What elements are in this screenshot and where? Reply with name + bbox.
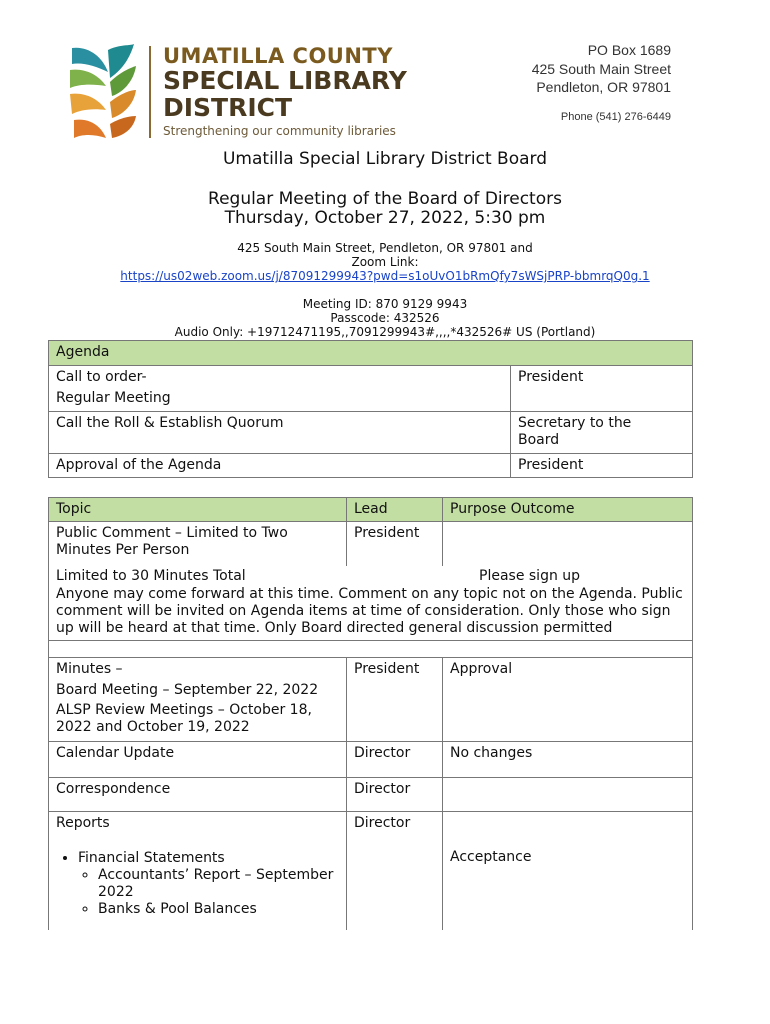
board-title: Umatilla Special Library District Board	[222, 149, 547, 169]
correspondence-lead: Director	[347, 778, 443, 812]
calendar-lead: Director	[347, 742, 443, 778]
correspondence-purpose	[443, 778, 693, 812]
reports-sublist	[78, 867, 339, 918]
agenda-row	[49, 412, 693, 454]
calendar-purpose: No changes	[443, 742, 693, 778]
table-row	[49, 778, 693, 812]
logo-line-1: UMATILLA COUNTY	[163, 44, 393, 68]
agenda-lead-line1: Secretary to the	[518, 415, 632, 431]
agenda-item	[49, 366, 511, 412]
list-item: ◦ Accountants’ Report – September 2022	[98, 867, 339, 901]
minutes-purpose: Approval	[443, 658, 693, 742]
reports-topic	[49, 812, 347, 931]
public-comment-lead: President	[347, 522, 443, 567]
passcode: Passcode: 432526	[330, 311, 440, 325]
list-item	[78, 850, 339, 918]
reports-title: Reports	[56, 815, 110, 831]
zoom-link[interactable]: https://us02web.zoom.us/j/87091299943?pwd=s1oUvO1bRmQfy7sWSjPRP-bbmrqQ0g.1	[120, 269, 650, 283]
location-line: 425 South Main Street, Pendleton, OR 97801 and	[237, 241, 533, 255]
address-phone: Phone (541) 276-6449	[560, 111, 671, 123]
table-row	[49, 522, 693, 567]
agenda-lead: President	[511, 366, 693, 412]
public-comment-details	[49, 566, 693, 641]
zoom-link-row	[0, 269, 770, 283]
address-city: Pendleton, OR 97801	[536, 79, 671, 95]
meeting-title: Regular Meeting of the Board of Directors	[208, 189, 562, 209]
spacer-row	[49, 641, 693, 658]
agenda-item: Call the Roll & Establish Quorum	[49, 412, 511, 454]
purpose-header: Purpose Outcome	[443, 498, 693, 522]
agenda-row	[49, 454, 693, 478]
minutes-topic	[49, 658, 347, 742]
address-po-box: PO Box 1689	[587, 42, 671, 58]
reports-list	[56, 850, 339, 918]
table-row	[49, 566, 693, 641]
topic-header: Topic	[49, 498, 347, 522]
logo-divider	[149, 46, 151, 138]
minutes-title: Minutes –	[56, 661, 123, 677]
agenda-header: Agenda	[49, 341, 693, 366]
topics-header-row	[49, 498, 693, 522]
meeting-date: Thursday, October 27, 2022, 5:30 pm	[224, 208, 546, 228]
table-row	[49, 658, 693, 742]
calendar-topic: Calendar Update	[49, 742, 347, 778]
public-comment-topic: Public Comment – Limited to Two Minutes Per Person	[49, 522, 347, 567]
agenda-lead-line2: Board	[518, 432, 560, 448]
minutes-alsp-review: ALSP Review Meetings – October 18, 2022 and October 19, 2022	[56, 702, 312, 735]
agenda-lead	[511, 412, 693, 454]
reports-financial: Financial Statements	[78, 850, 225, 866]
reports-purpose: Acceptance	[450, 849, 532, 865]
table-row	[49, 641, 693, 658]
library-logo-icon	[68, 42, 138, 140]
logo-line-3: DISTRICT	[163, 93, 293, 122]
agenda-item-line1: Call to order-	[56, 369, 147, 385]
meeting-id: Meeting ID: 870 9129 9943	[302, 297, 468, 311]
agenda-table	[48, 340, 693, 478]
agenda-item-line2: Regular Meeting	[56, 390, 171, 406]
minutes-lead: President	[347, 658, 443, 742]
list-item: ◦ Banks & Pool Balances	[98, 901, 339, 918]
minutes-board-meeting: Board Meeting – September 22, 2022	[56, 682, 319, 698]
agenda-item: Approval of the Agenda	[49, 454, 511, 478]
public-comment-description: Anyone may come forward at this time. Comment on any topic not on the Agenda. Public comment will be invited on Agenda items at time of consideration. Only those who sign up will be heard at that time. Only Board directed general discussion permitted	[56, 586, 683, 636]
reports-purpose-cell	[443, 812, 693, 931]
logo-line-2: SPECIAL LIBRARY	[163, 66, 407, 95]
agenda-row	[49, 366, 693, 412]
lead-header: Lead	[347, 498, 443, 522]
agenda-lead: President	[511, 454, 693, 478]
audio-dial: Audio Only: +19712471195,,7091299943#,,,,*432526# US (Portland)	[174, 325, 596, 339]
topics-table	[48, 497, 693, 930]
public-comment-limit: Limited to 30 Minutes Total	[56, 568, 246, 584]
reports-lead: Director	[347, 812, 443, 931]
table-row	[49, 812, 693, 931]
logo-tagline: Strengthening our community libraries	[163, 124, 396, 138]
public-comment-purpose	[443, 522, 693, 567]
agenda-header-row	[49, 341, 693, 366]
correspondence-topic: Correspondence	[49, 778, 347, 812]
public-comment-signup: Please sign up	[479, 568, 581, 584]
public-comment-limit-row	[56, 568, 685, 586]
table-row	[49, 742, 693, 778]
address-street: 425 South Main Street	[531, 61, 671, 77]
zoom-label: Zoom Link:	[351, 255, 419, 269]
